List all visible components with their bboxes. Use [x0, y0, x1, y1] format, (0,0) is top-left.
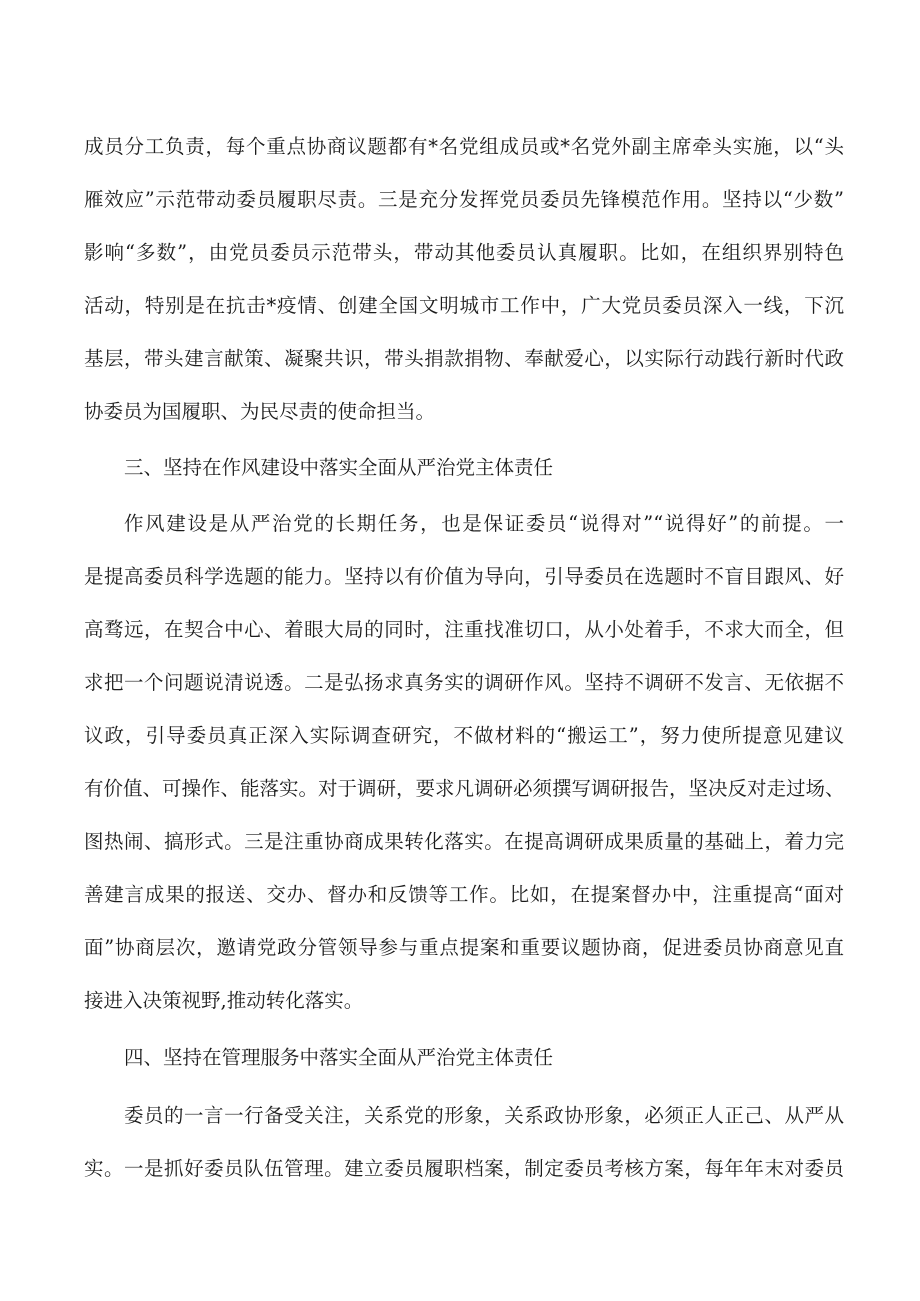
paragraph-3-line-2: 实。一是抓好委员队伍管理。建立委员履职档案，制定委员考核方案，每年年末对委员 [84, 1157, 844, 1180]
paragraph-2-line-8: 善建言成果的报送、交办、督办和反馈等工作。比如，在提案督办中，注重提高“面对 [84, 883, 844, 906]
section-heading-4: 四、坚持在管理服务中落实全面从严治党主体责任 [124, 1046, 554, 1069]
paragraph-1-line-3: 影响“多数”，由党员委员示范带头，带动其他委员认真履职。比如，在组织界别特色 [84, 241, 844, 264]
paragraph-2-line-7: 图热闹、搞形式。三是注重协商成果转化落实。在提高调研成果质量的基础上，着力完 [84, 830, 844, 853]
paragraph-2-line-3: 高骛远，在契合中心、着眼大局的同时，注重找准切口，从小处着手，不求大而全，但 [84, 618, 844, 641]
paragraph-2-line-9: 面”协商层次，邀请党政分管领导参与重点提案和重要议题协商，促进委员协商意见直 [84, 936, 844, 959]
paragraph-2-line-10: 接进入决策视野,推动转化落实。 [84, 989, 364, 1012]
paragraph-2-line-6: 有价值、可操作、能落实。对于调研，要求凡调研必须撰写调研报告，坚决反对走过场、 [84, 777, 845, 800]
paragraph-1-line-6: 协委员为国履职、为民尽责的使命担当。 [84, 400, 436, 423]
paragraph-2-line-2: 是提高委员科学选题的能力。坚持以有价值为导向，引导委员在选题时不盲目跟风、好 [84, 565, 844, 588]
paragraph-1-line-4: 活动，特别是在抗击*疫情、创建全国文明城市工作中，广大党员委员深入一线，下沉 [84, 294, 844, 317]
section-heading-3: 三、坚持在作风建设中落实全面从严治党主体责任 [124, 456, 554, 479]
paragraph-1-line-1: 成员分工负责，每个重点协商议题都有*名党组成员或*名党外副主席牵头实施，以“头 [84, 135, 844, 158]
paragraph-2-line-5: 议政，引导委员真正深入实际调查研究，不做材料的“搬运工”，努力使所提意见建议 [84, 724, 844, 747]
paragraph-2-line-4: 求把一个问题说清说透。二是弘扬求真务实的调研作风。坚持不调研不发言、无依据不 [84, 671, 844, 694]
paragraph-3-line-1: 委员的一言一行备受关注，关系党的形象，关系政协形象，必须正人正己、从严从 [124, 1104, 844, 1127]
paragraph-1-line-2: 雁效应”示范带动委员履职尽责。三是充分发挥党员委员先锋模范作用。坚持以“少数” [84, 188, 844, 211]
paragraph-2-line-1: 作风建设是从严治党的长期任务，也是保证委员“说得对”“说得好”的前提。一 [124, 512, 844, 535]
paragraph-1-line-5: 基层，带头建言献策、凝聚共识，带头捐款捐物、奉献爱心，以实际行动践行新时代政 [84, 347, 844, 370]
